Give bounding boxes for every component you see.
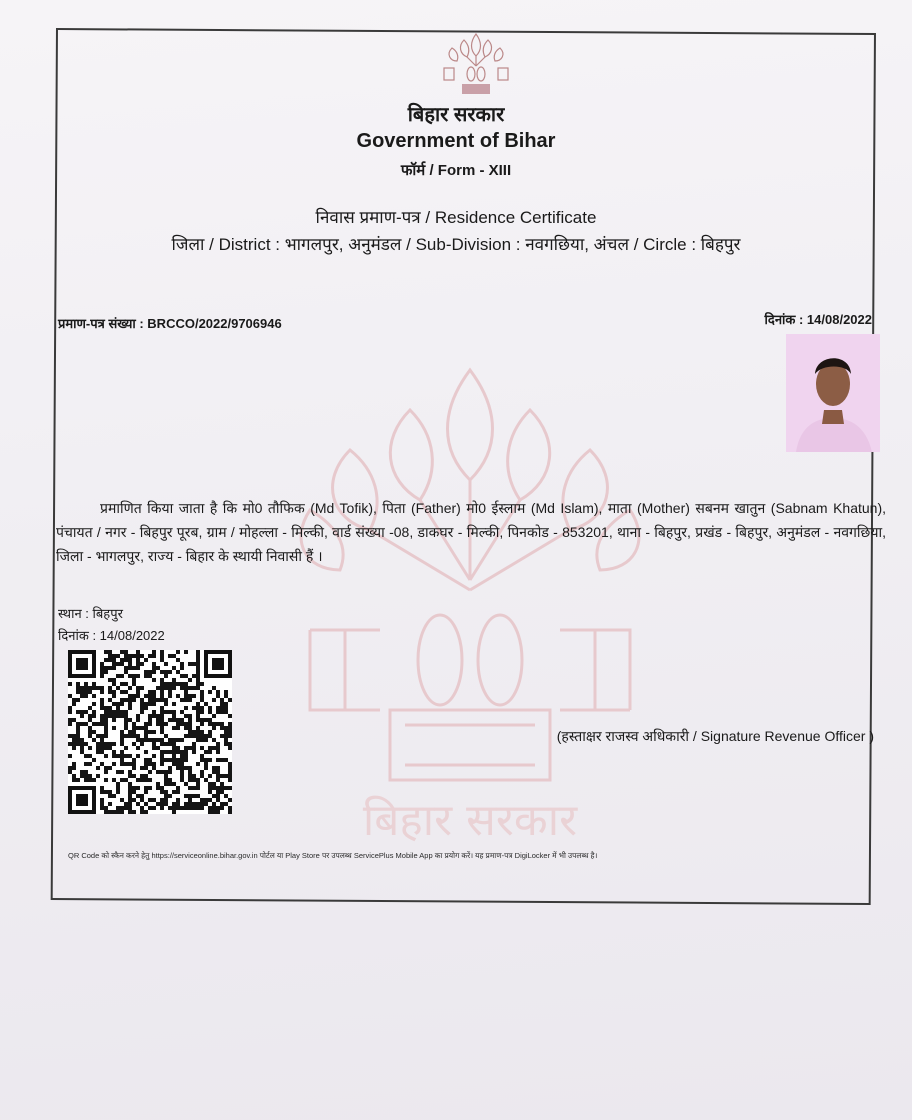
header-govt: Government of Bihar — [356, 130, 556, 152]
signature-label: (हस्ताक्षर राजस्व अधिकारी / Signature Revenue Officer ) — [556, 728, 874, 744]
district-line: जिला / District : भागलपुर, अनुमंडल / Sub-Division : नवगछिया, अंचल / Circle : बिहपुर — [171, 235, 741, 254]
issue-date: दिनांक : 14/08/2022 — [764, 312, 872, 327]
place: स्थान : बिहपुर — [58, 606, 123, 621]
bihar-emblem-watermark — [270, 330, 670, 850]
form-number: फॉर्म / Form - XIII — [400, 162, 512, 179]
certificate-number: प्रमाण-पत्र संख्या : BRCCO/2022/9706946 — [58, 316, 282, 331]
qr-code — [68, 650, 232, 814]
watermark-text: बिहार सरकार — [362, 795, 578, 846]
certificate-title: निवास प्रमाण-पत्र / Residence Certificate — [315, 208, 597, 227]
bihar-emblem-logo — [436, 30, 516, 100]
applicant-photo — [786, 334, 880, 452]
footer-date: दिनांक : 14/08/2022 — [58, 628, 165, 643]
certificate-body: प्रमाणित किया जाता है कि मो0 तौफिक (Md Tofik), पिता (Father) मो0 ईस्लाम (Md Islam), माता (Mother) सबनम खातुन (Sabnam Khatun), पंचायत / नगर - बिहपुर पूरब, ग्राम / मोहल्ला - मिल्की, वार्ड संख्या -08, डाकघर - मिल्की, पिनकोड - 853201, थाना - बिहपुर, प्रखंड - बिहपुर, अनुमंडल - नवगछिया, जिला - भागलपुर, राज्य - बिहार के स्थायी निवासी हैं । — [56, 500, 886, 564]
qr-footnote: QR Code को स्कैन करने हेतु https://serviceonline.bihar.gov.in पोर्टल या Play Store पर उपलब्ध ServicePlus Mobile App का प्रयोग करें। यह प्रमाण-पत्र DigiLocker में भी उपलब्ध है। — [68, 851, 598, 860]
header-hindi-govt: बिहार सरकार — [407, 104, 505, 126]
